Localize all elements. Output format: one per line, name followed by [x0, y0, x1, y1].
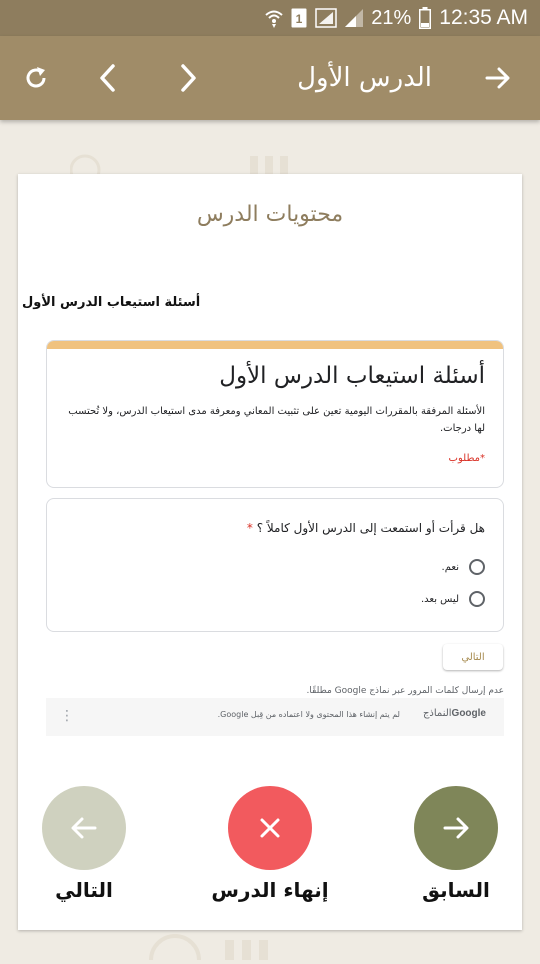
clock: 12:35 AM [439, 6, 528, 29]
quiz-heading: أسئلة استيعاب الدرس الأول [22, 295, 201, 310]
option-yes[interactable] [442, 559, 485, 575]
option-label: ليس بعد. [420, 593, 459, 605]
battery-percentage: 21% [371, 6, 412, 29]
form-description: الأسئلة المرفقة بالمقررات اليومية تعين على تثبيت المعاني ومعرفة مدى استيعاب الدرس، ولا تُحتسب لها درجات. [68, 406, 485, 434]
next-lesson-label: التالي [55, 878, 113, 902]
back-chevron-button[interactable] [80, 36, 136, 120]
forms-word: النماذج [422, 708, 452, 719]
end-lesson-label: إنهاء الدرس [211, 878, 329, 902]
background-pattern-bottom-icon [130, 932, 330, 964]
radio-button[interactable] [469, 559, 485, 575]
app-bar [0, 36, 540, 120]
option-not-yet[interactable] [421, 591, 485, 607]
chevron-right-icon [176, 63, 200, 93]
previous-lesson-button[interactable] [414, 786, 498, 870]
google-forms-footer [46, 698, 504, 736]
form-header [46, 340, 504, 488]
required-mark: * [246, 521, 253, 535]
question-card [46, 498, 504, 632]
lesson-content-card [18, 174, 522, 930]
chevron-left-icon [96, 63, 120, 93]
required-note: *مطلوب [448, 453, 485, 464]
wifi-icon [265, 8, 283, 28]
no-password-note: عدم إرسال كلمات المرور عبر نماذج Google مطلقًا. [306, 686, 504, 696]
refresh-icon [22, 64, 50, 92]
form-next-button[interactable]: التالي [443, 644, 503, 670]
form-accent-stripe [47, 341, 503, 349]
question-label: هل قرأت أو استمعت إلى الدرس الأول كاملاً ؟ [256, 521, 485, 535]
option-label: نعم. [441, 561, 459, 573]
sim-number: 1 [295, 12, 303, 26]
next-lesson-button[interactable] [42, 786, 126, 870]
question-text [247, 521, 485, 535]
refresh-button[interactable] [8, 36, 64, 120]
google-forms-brand [423, 708, 486, 719]
signal-1-icon [315, 8, 337, 28]
radio-button[interactable] [469, 591, 485, 607]
previous-lesson-label: السابق [422, 878, 490, 902]
close-icon [255, 813, 285, 843]
sim-icon [291, 8, 307, 28]
battery-icon [419, 7, 431, 29]
end-lesson-button[interactable] [228, 786, 312, 870]
arrow-right-icon [484, 64, 512, 92]
card-title: محتويات الدرس [196, 202, 344, 227]
forward-chevron-button[interactable] [160, 36, 216, 120]
back-arrow-button[interactable] [470, 36, 526, 120]
google-wordmark: Google [451, 708, 486, 719]
more-vert-icon[interactable]: ⋮ [60, 708, 74, 724]
arrow-right-icon [441, 813, 471, 843]
arrow-left-icon [69, 813, 99, 843]
signal-2-icon [345, 9, 363, 27]
page-title: الدرس الأول [297, 63, 432, 93]
form-title: أسئلة استيعاب الدرس الأول [219, 363, 485, 389]
status-bar [0, 0, 540, 36]
footer-disclaimer: لم يتم إنشاء هذا المحتوى ولا اعتماده من قِبل Google. [217, 710, 400, 719]
